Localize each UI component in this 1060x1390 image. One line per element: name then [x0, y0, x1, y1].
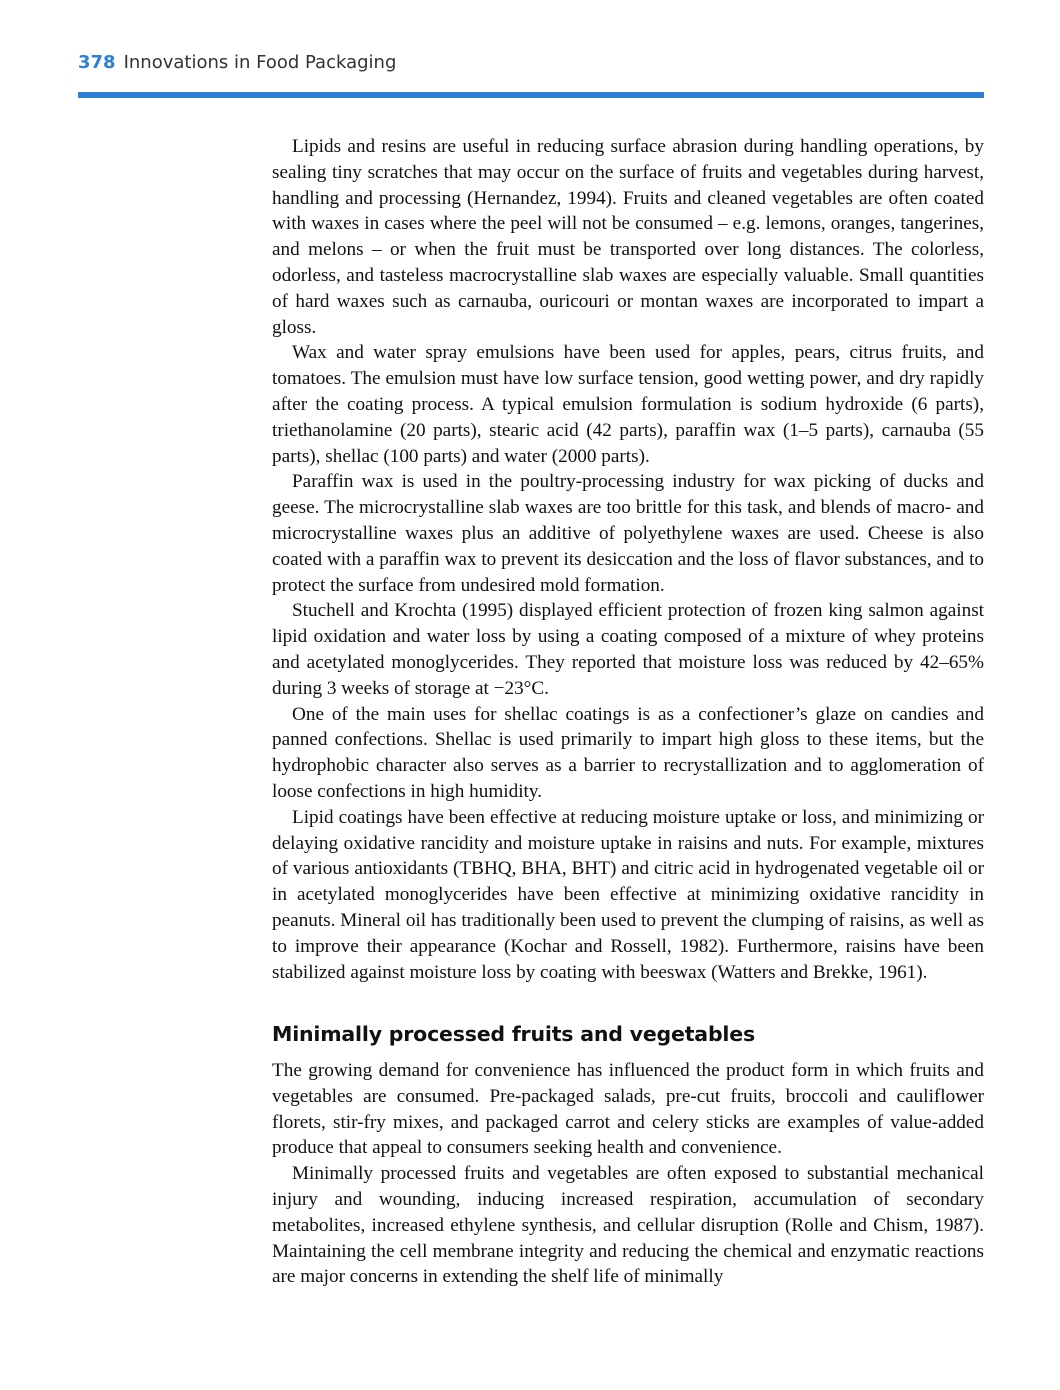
body-text — [272, 134, 984, 1290]
paragraph: The growing demand for convenience has influenced the product form in which fruits and vegetables are consumed. Pre-packaged salads, pre-cut fruits, broccoli and cauliflower florets, stir-fry mixes, and packaged carrot and celery sticks are examples of value-added produce that appeal to consumers seeking health and convenience. — [272, 1060, 984, 1159]
paragraph: Minimally processed fruits and vegetables are often exposed to substantial mechanical injury and wounding, inducing increased respiration, accumulation of secondary metabolites, increased ethylene synthesis, and cellular disruption (Rolle and Chism, 1987). Maintaining the cell membrane integrity and reducing the chemical and enzymatic reactions are major concerns in extending the shelf life of minimally — [272, 1163, 984, 1288]
paragraph: One of the main uses for shellac coatings is as a confectioner’s glaze on candies and panned confections. Shellac is used primarily to impart high gloss to these items, but the hydrophobic character also serves as a barrier to recrystallization and to agglomeration of loose confections in high humidity. — [272, 703, 984, 802]
paragraph: Lipid coatings have been effective at reducing moisture uptake or loss, and minimizing or delaying oxidative rancidity and moisture uptake in raisins and nuts. For example, mixtures of various antioxidants (TBHQ, BHA, BHT) and citric acid in hydrogenated vegetable oil or in acetylated monoglycerides have been effective at minimizing oxidative rancidity in peanuts. Mineral oil has traditionally been used to prevent the clumping of raisins, as well as to improve their appearance (Kochar and Rossell, 1982). Furthermore, raisins have been stabilized against moisture loss by coating with beeswax (Watters and Brekke, 1961). — [272, 806, 984, 983]
running-header — [78, 52, 396, 73]
paragraph: Paraffin wax is used in the poultry-processing industry for wax picking of ducks and geese. The microcrystalline slab waxes are too brittle for this task, and blends of macro- and microcrystalline waxes plus an additive of polyethylene waxes are used. Cheese is also coated with a paraffin wax to prevent its desiccation and the loss of flavor substances, and to protect the surface from undesired mold formation. — [272, 471, 984, 596]
page-number: 378 — [78, 52, 116, 73]
paragraph: Stuchell and Krochta (1995) displayed efficient protection of frozen king salmon against lipid oxidation and water loss by using a coating composed of a mixture of whey proteins and acetylated monoglycerides. They reported that moisture loss was reduced by 42–65% during 3 weeks of storage at −23°C. — [272, 600, 984, 699]
paragraph: Wax and water spray emulsions have been used for apples, pears, citrus fruits, and tomatoes. The emulsion must have low surface tension, good wetting power, and dry rapidly after the coating process. A typical emulsion formulation is sodium hydroxide (6 parts), triethanolamine (20 parts), stearic acid (42 parts), paraffin wax (1–5 parts), carnauba (55 parts), shellac (100 parts) and water (2000 parts). — [272, 342, 984, 467]
paragraph: Lipids and resins are useful in reducing surface abrasion during handling operations, by sealing tiny scratches that may occur on the surface of fruits and vegetables during harvest, handling and processing (Hernandez, 1994). Fruits and cleaned vegetables are often coated with waxes in cases where the peel will not be consumed – e.g. lemons, oranges, tangerines, and melons – or when the fruit must be transported over long distances. The colorless, odorless, and tasteless macrocrystalline slab waxes are especially valuable. Small quantities of hard waxes such as carnauba, ouricouri or montan waxes are incorporated to impart a gloss. — [272, 136, 984, 338]
header-rule — [78, 92, 984, 98]
section-heading: Minimally processed fruits and vegetables — [272, 1022, 755, 1047]
running-title: Innovations in Food Packaging — [123, 52, 397, 73]
